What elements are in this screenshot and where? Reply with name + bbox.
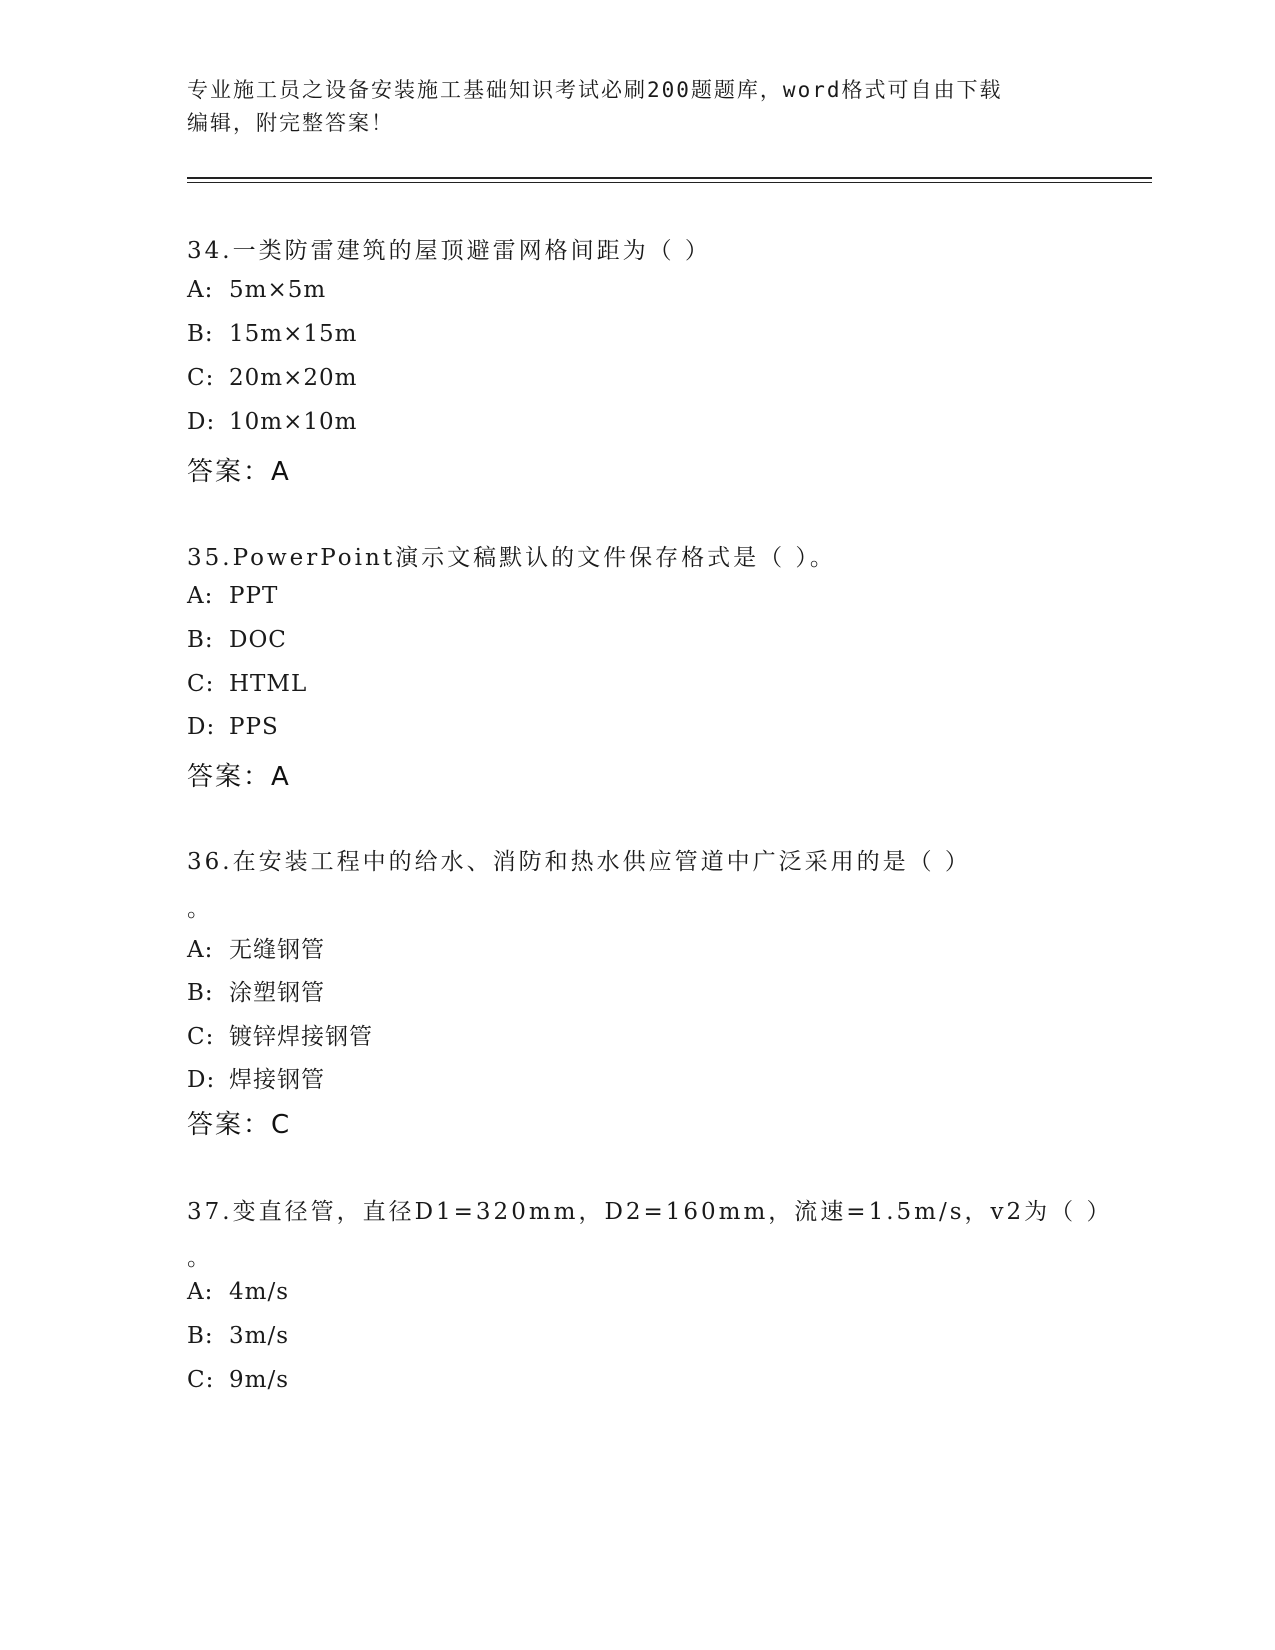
option-letter: C: [187,1367,215,1393]
option-text: 9m/s [229,1367,289,1393]
header-rule-top [187,177,1152,179]
option-letter: C: [187,1024,215,1050]
option-text: 20m×20m [229,365,358,391]
question-36-option-d [187,1061,325,1094]
option-letter: B: [187,1323,214,1349]
question-36-option-c [187,1018,373,1051]
question-34-option-b [187,321,357,347]
question-37-option-c [187,1367,289,1393]
question-37-option-b [187,1323,289,1349]
question-35-option-b [187,627,287,653]
option-letter: B: [187,321,214,347]
option-text: HTML [229,671,308,697]
option-text: DOC [229,627,287,653]
option-text: 焊接钢管 [229,1067,325,1093]
question-34-option-c [187,365,357,391]
header-line-2: 编辑，附完整答案！ [187,111,394,135]
question-34-answer: 答案：A [187,457,291,487]
question-35-text: 35.PowerPoint演示文稿默认的文件保存格式是（ ）。 [187,545,836,571]
question-35-option-a [187,583,278,609]
question-35-answer: 答案：A [187,762,291,792]
question-35-option-d [187,714,279,740]
option-letter: B: [187,627,214,653]
option-letter: C: [187,671,215,697]
question-37-continuation: 。 [187,1245,210,1271]
option-text: PPS [229,714,279,740]
question-34-option-d [187,409,357,435]
option-text: 3m/s [229,1323,289,1349]
option-letter: C: [187,365,215,391]
header-line-1: 专业施工员之设备安装施工基础知识考试必刷200题题库，word格式可自由下载 [187,78,1003,102]
question-36-continuation: 。 [187,896,210,922]
option-text: 5m×5m [229,277,327,303]
option-letter: A: [187,1279,214,1305]
option-text: 涂塑钢管 [229,980,325,1006]
question-36-option-a [187,931,325,964]
option-text: 无缝钢管 [229,937,325,963]
option-text: 15m×15m [229,321,358,347]
option-text: PPT [229,583,279,609]
document-header [187,74,1067,140]
question-35-option-c [187,671,307,697]
question-34-option-a [187,277,326,303]
option-letter: B: [187,980,214,1006]
option-letter: D: [187,1067,216,1093]
option-text: 镀锌焊接钢管 [229,1024,373,1050]
question-36-text: 36.在安装工程中的给水、消防和热水供应管道中广泛采用的是（ ） [187,849,971,875]
question-34-text: 34.一类防雷建筑的屋顶避雷网格间距为（ ） [187,238,711,264]
option-letter: A: [187,277,214,303]
header-rule-bottom [187,182,1152,183]
option-letter: D: [187,409,216,435]
option-letter: D: [187,714,216,740]
option-letter: A: [187,937,214,963]
question-37-option-a [187,1279,289,1305]
option-text: 4m/s [229,1279,289,1305]
question-36-answer: 答案：C [187,1110,292,1140]
option-letter: A: [187,583,214,609]
question-37-text: 37.变直径管，直径D1=320mm，D2=160mm，流速=1.5m/s，v2为（ ） [187,1199,1113,1225]
option-text: 10m×10m [229,409,358,435]
question-36-option-b [187,974,325,1007]
